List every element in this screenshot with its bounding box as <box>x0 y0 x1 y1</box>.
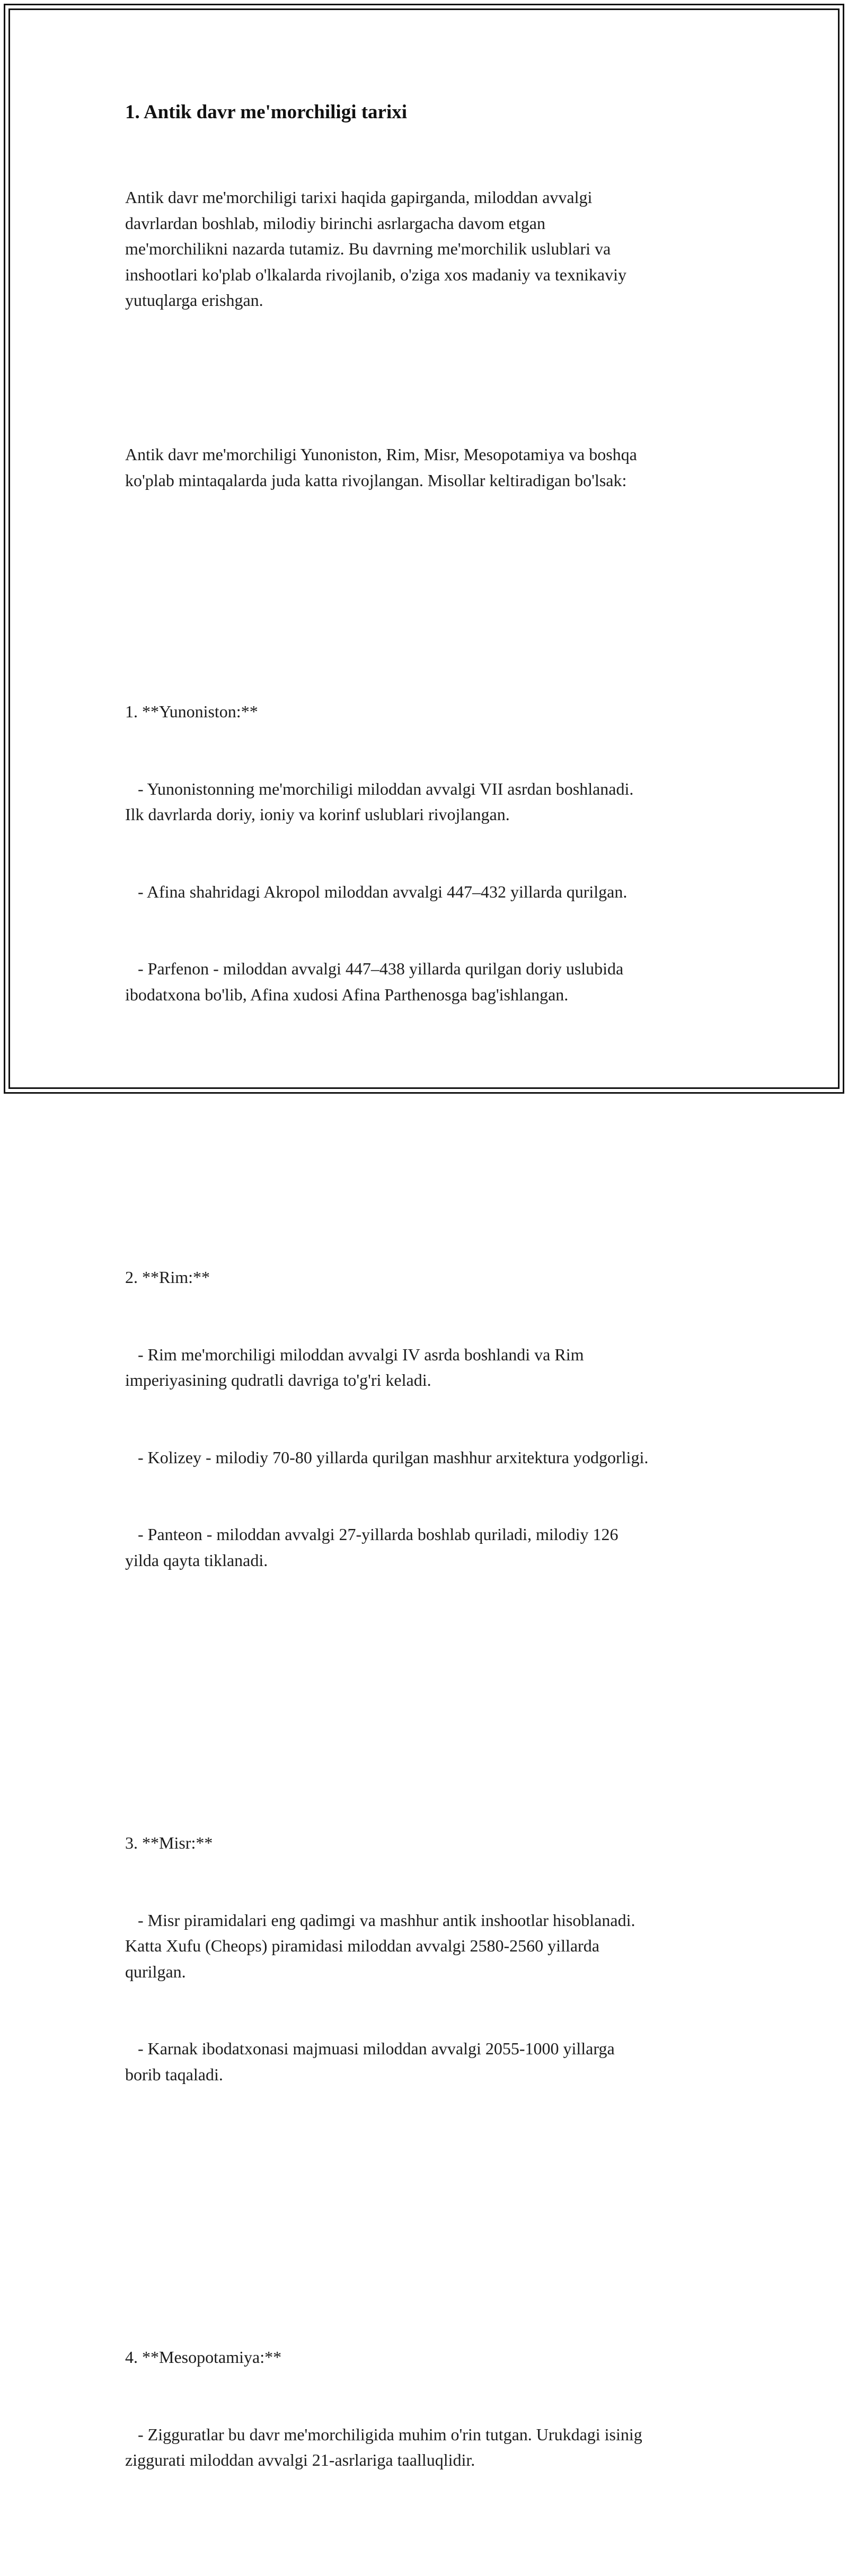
section-heading: 3. **Misr:** <box>125 1833 213 1852</box>
list-item: - Afina shahridagi Akropol miloddan avvalgi 447–432 yillarda qurilgan. <box>125 882 628 901</box>
section-mesopotamiya <box>125 2293 740 2525</box>
paragraph-spacer <box>125 1110 740 1136</box>
intro-paragraph-2: Antik davr me'morchiligi Yunoniston, Rim, Misr, Mesopotamiya va boshqa ko'plab mintaqalarda juda katta rivojlangan. Misollar keltiradigan bo'lsak: <box>125 445 637 490</box>
document-body <box>125 133 740 2576</box>
section-rim <box>125 1213 740 1624</box>
list-item: - Zigguratlar bu davr me'morchiligida muhim o'rin tutgan. Urukdagi isinig ziggurati miloddan avvalgi 21-asrlariga taalluqlidir. <box>125 2424 642 2469</box>
list-item: - Panteon - miloddan avvalgi 27-yillarda boshlab quriladi, milodiy 126 yilda qayta tiklanadi. <box>125 1525 619 1570</box>
paragraph-spacer <box>125 2190 740 2216</box>
list-item: - Rim me'morchiligi miloddan avvalgi IV asrda boshlandi va Rim imperiyasining qudratli davriga to'g'ri keladi. <box>125 1344 584 1390</box>
section-misr <box>125 1779 740 2139</box>
list-item: - Parfenon - miloddan avvalgi 447–438 yillarda qurilgan doriy uslubida ibodatxona bo'lib, Afina xudosi Afina Parthenosga bag'ishlangan. <box>125 959 624 1004</box>
paragraph-spacer <box>125 544 740 570</box>
list-item: - Kolizey - milodiy 70-80 yillarda qurilgan mashhur arxitektura yodgorligi. <box>125 1447 649 1467</box>
section-heading: 2. **Rim:** <box>125 1268 210 1287</box>
document-content <box>125 99 740 2576</box>
section-heading: 1. **Yunoniston:** <box>125 702 258 721</box>
paragraph-spacer <box>125 365 740 391</box>
document-title: 1. Antik davr me'morchiligi tarixi <box>125 101 408 123</box>
section-yunoniston <box>125 647 740 1059</box>
list-item: - Yunonistonning me'morchiligi miloddan avvalgi VII asrdan boshlanadi. Ilk davrlarda doriy, ioniy va korinf uslublari rivojlangan. <box>125 779 634 824</box>
intro-paragraph-1: Antik davr me'morchiligi tarixi haqida gapirganda, miloddan avvalgi davrlardan boshlab, milodiy birinchi asrlargacha davom etgan me'morchilikni nazarda tutamiz. Bu davrning me'morchilik uslublari va inshootlari ko'plab o'lkalarda rivojlanib, o'ziga xos madaniy va texnikaviy yutuqlarga erishgan. <box>125 188 626 310</box>
list-item: - Misr piramidalari eng qadimgi va mashhur antik inshootlar hisoblanadi. Katta Xufu (Cheops) piramidasi miloddan avvalgi 2580-2560 yillarda qurilgan. <box>125 1910 635 1981</box>
list-item: - Karnak ibodatxonasi majmuasi miloddan avvalgi 2055-1000 yillarga borib taqaladi. <box>125 2039 615 2084</box>
section-heading: 4. **Mesopotamiya:** <box>125 2348 282 2367</box>
paragraph-spacer <box>125 1676 740 1702</box>
